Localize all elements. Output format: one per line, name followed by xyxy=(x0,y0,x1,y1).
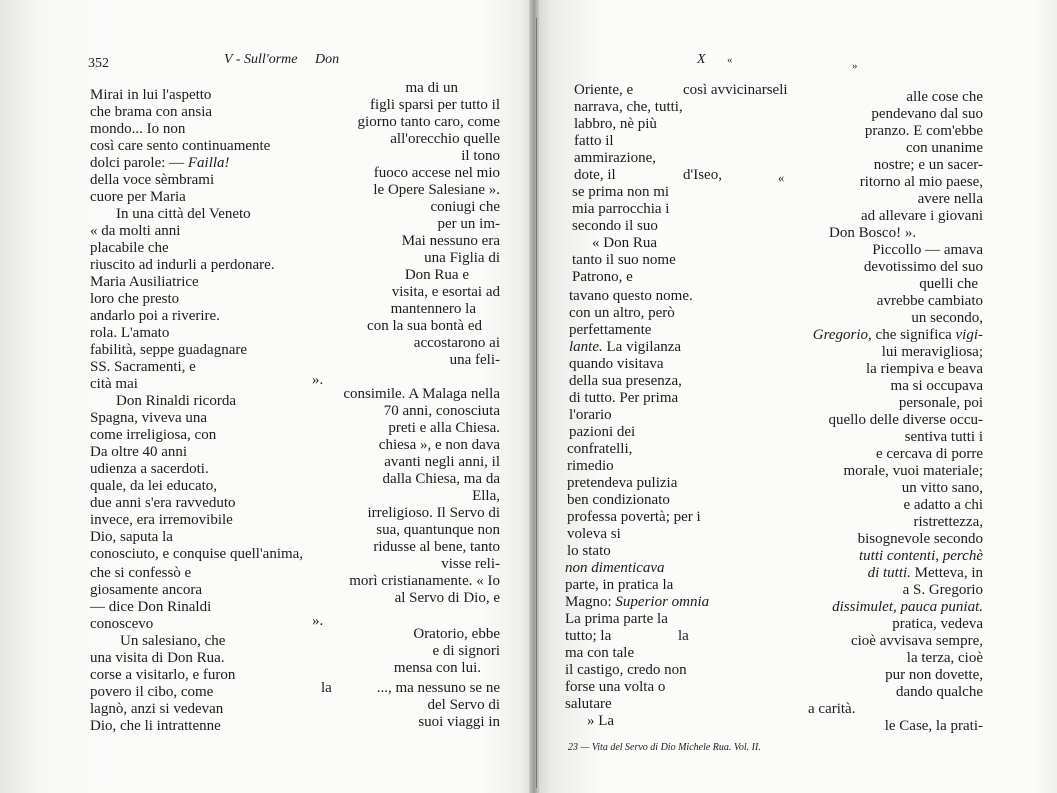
text-line: cità mai xyxy=(90,376,138,392)
text-line: ristrettezza, xyxy=(913,514,983,530)
text-line: la xyxy=(678,628,689,644)
text-line: Oriente, e xyxy=(574,82,634,98)
text-line: conoscevo xyxy=(90,616,154,632)
text-line: dolci parole: — Failla! xyxy=(90,155,230,171)
text-line: d'Iseo, xyxy=(683,167,722,183)
text-line: ad allevare i giovani xyxy=(860,208,983,224)
text-line: mondo... Io non xyxy=(90,121,186,137)
text-line: lagnò, anzi si vedevan xyxy=(90,701,224,717)
text-line: se prima non mi xyxy=(572,184,670,200)
text-line: devotissimo del suo xyxy=(863,259,983,275)
text-line: dissimulet, pauca puniat. xyxy=(832,599,983,615)
text-line: e di signori xyxy=(432,643,500,659)
text-line: quale, da lei educato, xyxy=(90,478,218,494)
text-line: udienza a sacerdoti. xyxy=(90,461,209,477)
text-line: tutto; la xyxy=(565,628,612,644)
text-line: una feli- xyxy=(449,352,500,368)
text-line: parte, in pratica la xyxy=(565,577,674,593)
text-line: Don Bosco! ». xyxy=(829,225,917,241)
text-line: bisognevole secondo xyxy=(857,531,983,547)
text-line: fatto il xyxy=(574,133,614,149)
text-line: giosamente ancora xyxy=(90,582,203,598)
text-line: dote, il xyxy=(574,167,616,183)
text-line: due anni s'era ravveduto xyxy=(90,495,236,511)
text-line: avrebbe cambiato xyxy=(876,293,983,309)
text-line: riuscito ad indurli a perdonare. xyxy=(90,257,275,273)
text-line: ridusse al bene, tanto xyxy=(373,539,500,555)
text-line: Piccollo — amava xyxy=(872,242,983,258)
text-line: Ella, xyxy=(472,488,500,504)
text-line: le Opere Salesiane ». xyxy=(373,182,500,198)
text-line: nostre; e un sacer- xyxy=(873,157,983,173)
text-line: una visita di Don Rua. xyxy=(90,650,225,666)
text-line: invece, era irremovibile xyxy=(90,512,233,528)
text-line: lante. La vigilanza xyxy=(569,339,682,355)
text-line: quando visitava xyxy=(569,356,664,372)
text-line: figli sparsi per tutto il xyxy=(370,97,500,113)
text-line: di tutto. Per prima xyxy=(569,390,679,406)
text-line: quello delle diverse occu- xyxy=(828,412,983,428)
text-line: e adatto a chi xyxy=(903,497,983,513)
text-line: di tutti. Metteva, in xyxy=(867,565,983,581)
text-line: della sua presenza, xyxy=(569,373,682,389)
text-line: « da molti anni xyxy=(90,223,181,239)
text-line: tavano questo nome. xyxy=(569,288,693,304)
text-line: secondo il suo xyxy=(572,218,658,234)
text-line: pranzo. E com'ebbe xyxy=(864,123,983,139)
text-line: un secondo, xyxy=(911,310,983,326)
text-line: alle cose che xyxy=(906,89,983,105)
text-line: ma di un xyxy=(405,80,458,96)
running-header: X xyxy=(697,52,706,67)
text-line: morale, vuoi materiale; xyxy=(843,463,983,479)
text-line: » La xyxy=(587,713,615,729)
text-line: — dice Don Rinaldi xyxy=(90,599,212,615)
text-line: ». xyxy=(312,372,324,388)
text-line: a S. Gregorio xyxy=(902,582,983,598)
text-line: Mai nessuno era xyxy=(401,233,500,249)
text-line: con unanime xyxy=(905,140,983,156)
text-line: narrava, che, tutti, xyxy=(574,99,683,115)
book-gutter xyxy=(529,0,539,793)
text-line: chiesa », e non dava xyxy=(378,437,500,453)
text-line: la riempiva e beava xyxy=(865,361,983,377)
text-line: così care sento continuamente xyxy=(90,138,271,154)
text-line: irreligioso. Il Servo di xyxy=(367,505,500,521)
text-line: per un im- xyxy=(437,216,500,232)
running-header-quote-open: « xyxy=(727,54,733,66)
text-line: che si confessò e xyxy=(90,565,192,581)
text-line: cioè avvisava sempre, xyxy=(850,633,983,649)
text-line: Maria Ausiliatrice xyxy=(90,274,199,290)
text-line: dando qualche xyxy=(895,684,983,700)
text-line: mantennero la xyxy=(390,301,476,317)
text-line: povero il cibo, come xyxy=(90,684,214,700)
text-line: professa povertà; per i xyxy=(567,509,701,525)
text-line: sua, quantunque non xyxy=(376,522,500,538)
text-line: rimedio xyxy=(567,458,614,474)
text-line: voleva si xyxy=(567,526,621,542)
text-line: il castigo, credo non xyxy=(565,662,687,678)
text-line: « xyxy=(778,171,785,185)
text-line: Da oltre 40 anni xyxy=(90,444,188,460)
text-line: ». xyxy=(312,613,324,629)
text-line: avanti negli anni, il xyxy=(384,454,500,470)
text-line: labbro, nè più xyxy=(574,116,657,132)
text-line: pratica, vedeva xyxy=(892,616,983,632)
text-line: mia parrocchia i xyxy=(572,201,670,217)
running-header: V - Sull'orme xyxy=(224,52,298,67)
text-line: una Figlia di xyxy=(424,250,500,266)
text-line: rola. L'amato xyxy=(90,325,170,341)
text-line: non dimenticava xyxy=(565,560,665,576)
text-line: ..., ma nessuno se ne xyxy=(376,680,500,696)
text-line: ma si occupava xyxy=(890,378,983,394)
text-line: forse una volta o xyxy=(565,679,666,695)
text-line: confratelli, xyxy=(567,441,633,457)
text-line: dalla Chiesa, ma da xyxy=(382,471,500,487)
text-line: fuoco accese nel mio xyxy=(373,165,500,181)
text-line: pretendeva pulizia xyxy=(567,475,678,491)
text-line: lo stato xyxy=(567,543,611,559)
text-line: « Don Rua xyxy=(592,235,657,251)
text-line: a carità. xyxy=(808,701,856,717)
text-line: Dio, che li intrattenne xyxy=(90,718,221,734)
text-line: l'orario xyxy=(569,407,612,423)
text-line: un vitto sano, xyxy=(901,480,983,496)
text-line: la xyxy=(321,680,332,696)
text-line: placabile che xyxy=(90,240,169,256)
text-line: morì cristianamente. « Io xyxy=(349,573,500,589)
text-line: il tono xyxy=(461,148,500,164)
text-line: suoi viaggi in xyxy=(418,714,500,730)
text-line: così avvicinarseli xyxy=(683,82,788,98)
text-line: Don Rua e xyxy=(404,267,469,283)
text-line: giorno tanto caro, come xyxy=(357,114,500,130)
text-line: preti e alla Chiesa. xyxy=(388,420,500,436)
text-line: accostarono ai xyxy=(413,335,500,351)
text-line: all'orecchio quelle xyxy=(390,131,500,147)
text-line: pur non dovette, xyxy=(885,667,983,683)
text-line: visita, e esortai ad xyxy=(391,284,500,300)
text-line: Magno: Superior omnia xyxy=(565,594,710,610)
text-line: lui meravigliosa; xyxy=(881,344,983,360)
text-line: In una città del Veneto xyxy=(116,206,251,222)
text-line: come irreligiosa, con xyxy=(90,427,217,443)
text-line: perfettamente xyxy=(569,322,652,338)
text-line: Un salesiano, che xyxy=(120,633,226,649)
page-number: 352 xyxy=(88,56,109,71)
text-line: Spagna, viveva una xyxy=(90,410,208,426)
text-line: tutti contenti, perchè xyxy=(859,548,983,564)
text-line: pazioni dei xyxy=(569,424,636,440)
text-line: ammirazione, xyxy=(574,150,657,166)
gutter-fold-line xyxy=(536,18,537,788)
text-line: La prima parte la xyxy=(565,611,668,627)
text-line: del Servo di xyxy=(427,697,500,713)
text-line: le Case, la prati- xyxy=(884,718,983,734)
text-line: cuore per Maria xyxy=(90,189,186,205)
text-line: pendevano dal suo xyxy=(871,106,983,122)
text-line: personale, poi xyxy=(898,395,983,411)
text-line: Oratorio, ebbe xyxy=(413,626,500,642)
text-line: coniugi che xyxy=(430,199,500,215)
running-header-quote-close: » xyxy=(852,60,858,72)
text-line: mensa con lui. xyxy=(393,660,481,676)
text-line: Gregorio, che significa vigi- xyxy=(812,327,983,343)
text-line: andarlo poi a riverire. xyxy=(90,308,220,324)
text-line: ben condizionato xyxy=(567,492,670,508)
text-line: ma con tale xyxy=(565,645,635,661)
text-line: con un altro, però xyxy=(569,305,675,321)
text-line: corse a visitarlo, e furon xyxy=(90,667,236,683)
text-line: SS. Sacramenti, e xyxy=(90,359,196,375)
text-line: Don Rinaldi ricorda xyxy=(116,393,236,409)
text-line: salutare xyxy=(565,696,612,712)
text-line: avere nella xyxy=(917,191,983,207)
page-footnote: 23 — Vita del Servo di Dio Michele Rua. Vol. II. xyxy=(568,742,761,753)
text-line: visse reli- xyxy=(441,556,500,572)
text-line: la terza, cioè xyxy=(906,650,983,666)
text-line: ritorno al mio paese, xyxy=(859,174,983,190)
text-line: conosciuto, e conquise quell'anima, xyxy=(90,546,304,562)
text-line: consimile. A Malaga nella xyxy=(343,386,500,402)
text-line: Dio, saputa la xyxy=(90,529,173,545)
text-line: che brama con ansia xyxy=(90,104,213,120)
text-line: al Servo di Dio, e xyxy=(394,590,500,606)
text-line: fabilità, seppe guadagnare xyxy=(90,342,248,358)
running-header-extra: Don xyxy=(315,52,340,67)
text-line: loro che presto xyxy=(90,291,180,307)
text-line: della voce sèmbrami xyxy=(90,172,215,188)
text-line: con la sua bontà ed xyxy=(367,318,482,334)
text-line: Patrono, e xyxy=(572,269,633,285)
text-line: tanto il suo nome xyxy=(572,252,676,268)
text-line: sentiva tutti i xyxy=(904,429,983,445)
text-line: Mirai in lui l'aspetto xyxy=(90,87,212,103)
text-line: e cercava di porre xyxy=(875,446,983,462)
text-line: quelli che xyxy=(919,276,978,292)
text-line: 70 anni, conosciuta xyxy=(383,403,500,419)
